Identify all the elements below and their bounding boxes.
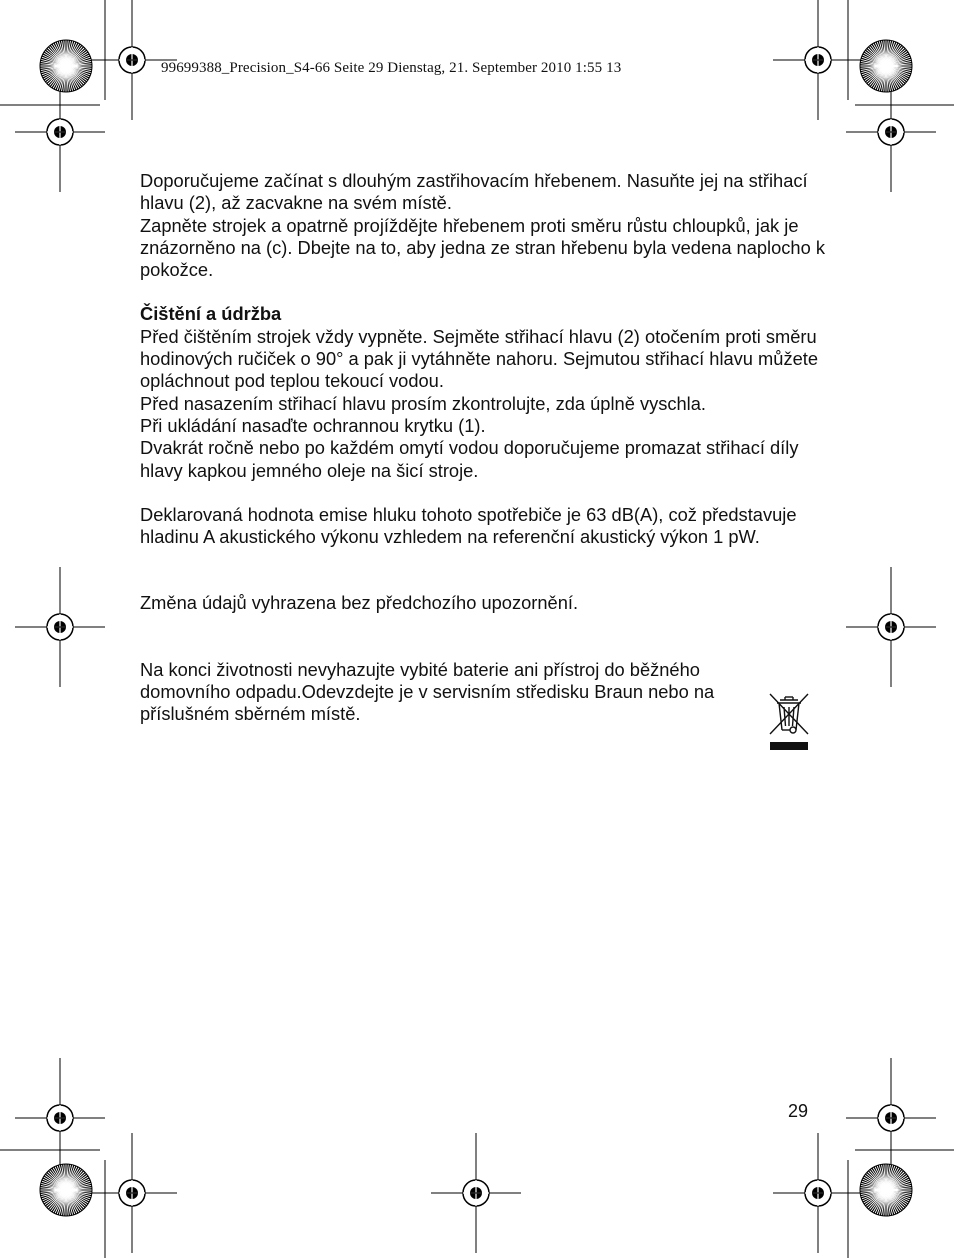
registration-mark-icon xyxy=(15,567,105,687)
disposal-paragraph: Na konci životnosti nevyhazujte vybité baterie ani přístroj do běžného domovního odpadu.Odevzdejte je v servisním středisku Braun nebo na příslušném sběrném místě. xyxy=(140,658,715,725)
star-target-icon xyxy=(860,1164,912,1216)
crossed-out-wheelie-bin-icon xyxy=(766,690,812,752)
intro-paragraph: Zapněte strojek a opatrně projíždějte hřebenem proti směru růstu chloupků, jak je znázorněno na (c). Dbejte na to, aby jedna ze stran hřebenu byla vedena naplocho k pokožce. xyxy=(140,214,825,281)
page-content xyxy=(140,170,830,726)
cleaning-paragraph: Před nasazením střihací hlavu prosím zkontrolujte, zda úplně vyschla. xyxy=(140,392,706,414)
print-slug-header: 99699388_Precision_S4-66 Seite 29 Dienstag, 21. September 2010 1:55 13 xyxy=(161,60,622,76)
registration-mark-icon xyxy=(846,567,936,687)
star-target-icon xyxy=(40,1164,92,1216)
section-heading-cleaning: Čištění a údržba xyxy=(140,303,282,325)
noise-paragraph: Deklarovaná hodnota emise hluku tohoto spotřebiče je 63 dB(A), což představuje hladinu A akustického výkonu vzhledem na referenční akustický výkon 1 pW. xyxy=(140,503,797,548)
cleaning-paragraph: Před čištěním strojek vždy vypněte. Sejměte střihací hlavu (2) otočením proti směru hodinových ručiček o 90° a pak ji vytáhněte nahoru. Sejmutou střihací hlavu můžete opláchnout pod teplou tekoucí vodou. xyxy=(140,325,819,392)
page-number: 29 xyxy=(788,1101,809,1121)
registration-mark-icon xyxy=(773,1133,863,1253)
intro-paragraph: Doporučujeme začínat s dlouhým zastřihovacím hřebenem. Nasuňte jej na střihací hlavu (2), až zacvakne na svém místě. xyxy=(140,170,808,214)
cleaning-paragraph: Při ukládání nasaďte ochrannou krytku (1). xyxy=(140,414,486,436)
star-target-icon xyxy=(40,40,92,92)
notice-paragraph: Změna údajů vyhrazena bez předchozího upozornění. xyxy=(140,592,579,614)
registration-mark-icon xyxy=(431,1133,521,1253)
registration-mark-icon xyxy=(15,1058,105,1178)
registration-mark-icon xyxy=(846,1058,936,1178)
star-target-icon xyxy=(860,40,912,92)
cleaning-paragraph: Dvakrát ročně nebo po každém omytí vodou doporučujeme promazat střihací díly hlavy kapkou jemného oleje na šicí stroje. xyxy=(140,437,799,481)
registration-mark-icon xyxy=(87,1133,177,1253)
registration-mark-icon xyxy=(773,0,863,120)
